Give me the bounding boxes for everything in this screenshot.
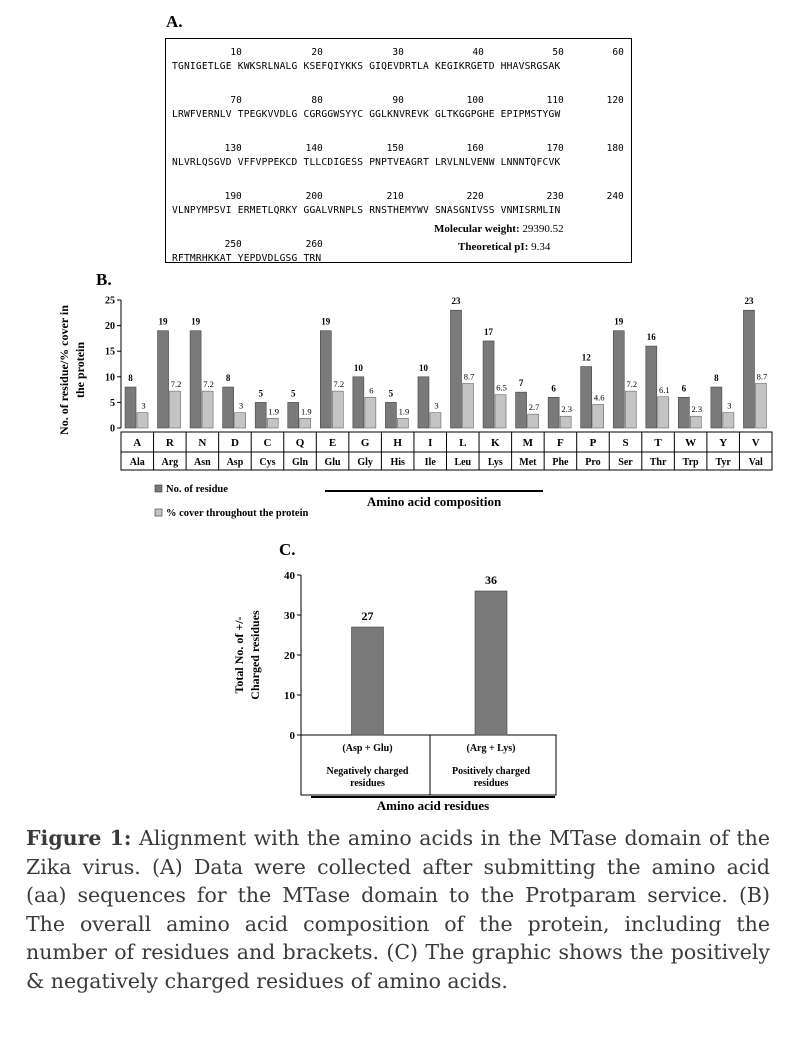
category-code: M [522, 437, 534, 449]
category-name: Ile [424, 457, 436, 468]
residue-position-number: 190 [224, 191, 242, 202]
bar-label-residue-count: 8 [225, 373, 231, 384]
sequence-line: NLVRLQSGVD VFFVPPEKCD TLLCDIGESS PNPTVEAGRT LRVLNLVENW LNNNTQFCVK [172, 157, 561, 168]
bar-label-percent-cover: 3 [141, 400, 146, 411]
molecular-weight: Molecular weight: 29390.52 [434, 223, 564, 235]
y-axis-label-line2: Charged residues [248, 610, 262, 700]
y-tick-label: 0 [289, 730, 295, 742]
bar-percent-cover [723, 413, 734, 428]
category-name: Tyr [715, 457, 731, 468]
residue-position-number: 220 [466, 191, 484, 202]
bar-residue-count [418, 377, 429, 428]
caption-text: Alignment with the amino acids in the MTase domain of the Zika virus. (A) Data were collected after submitting the amino acid (aa) sequences for the MTase domain to the Protparam service. (B) The overall amino acid composition of the protein, including the number of residues and brackets. (C) The graphic shows the positively & negatively charged residues of amino acids. [26, 826, 770, 993]
category-code: Q [295, 437, 305, 449]
bar-label-residue-count: 6 [551, 383, 556, 394]
category-name: Gln [291, 457, 309, 468]
category-name: His [390, 457, 405, 468]
category-name: Leu [454, 457, 472, 468]
sequence-line: VLNPYMPSVI ERMETLQRKY GGALVRNPLS RNSTHEMYWV SNASGNIVSS VNMISRMLIN [172, 205, 561, 216]
bar-residue-count [516, 392, 527, 428]
bar-label-percent-cover: 2.3 [691, 404, 703, 415]
bar-label-residue-count: 17 [484, 326, 494, 337]
bar-residue-count [711, 387, 722, 428]
category-name: Arg [161, 457, 179, 468]
bar-label-residue-count: 8 [714, 373, 719, 384]
bar-percent-cover [495, 395, 506, 428]
bar-percent-cover [332, 391, 343, 428]
bar-residue-count [613, 331, 624, 428]
bar-label-residue-count: 19 [191, 316, 201, 327]
bar-residue-count [678, 397, 689, 428]
bar-label-percent-cover: 6.1 [658, 384, 670, 395]
bar-label-percent-cover: 4.6 [593, 392, 605, 403]
category-desc-line2: residues [473, 778, 509, 789]
residue-position-number: 150 [386, 143, 404, 154]
residue-position-number: 120 [606, 95, 624, 106]
bar-residue-count [255, 402, 266, 428]
residue-position-number: 170 [546, 143, 564, 154]
bar-percent-cover [593, 404, 604, 428]
residue-position-number: 250 [224, 239, 242, 250]
bar-label-residue-count: 23 [451, 296, 461, 307]
bar-residue-count [320, 331, 331, 428]
residue-position-number: 50 [552, 47, 564, 58]
category-code: C [263, 437, 272, 449]
theoretical-pi: Theoretical pI: 9.34 [458, 241, 551, 253]
bar-percent-cover [170, 391, 181, 428]
bar-label-residue-count: 19 [614, 316, 624, 327]
x-axis-title: Amino acid composition [366, 494, 502, 509]
residue-position-number: 240 [606, 191, 624, 202]
bar-label-residue-count: 6 [681, 383, 687, 394]
residue-position-number: 110 [546, 95, 564, 106]
bar-residue-count [190, 331, 201, 428]
y-tick-label: 15 [105, 346, 115, 358]
y-axis-label-line1: Total No. of +/- [232, 616, 246, 694]
bar-label: 27 [361, 609, 374, 623]
category-code: R [165, 437, 174, 449]
panel-c-label: C. [279, 540, 296, 559]
bar-label-percent-cover: 6.5 [496, 382, 507, 393]
y-tick-label: 20 [105, 321, 115, 333]
bar-label-percent-cover: 7.2 [626, 379, 638, 390]
y-tick-label: 25 [105, 295, 115, 307]
bar-residue-count [385, 402, 396, 428]
bar-residue-count [288, 402, 299, 428]
category-code: W [685, 437, 697, 449]
residue-position-number: 20 [311, 47, 323, 58]
bar-label-percent-cover: 8.7 [463, 371, 475, 382]
bar-residue-count [353, 377, 364, 428]
residue-position-number: 90 [392, 95, 404, 106]
bar-residue-count [548, 397, 559, 428]
residue-position-number: 70 [230, 95, 242, 106]
y-axis-label-line1: No. of residue/% cover in [57, 305, 71, 435]
caption-lead: Figure 1: [26, 826, 132, 850]
y-tick-label: 5 [110, 397, 115, 409]
bar-label-percent-cover: 7.2 [203, 379, 214, 390]
category-code: Y [719, 437, 728, 449]
y-tick-label: 10 [105, 372, 115, 384]
bar-percent-cover [397, 418, 408, 428]
category-name: Met [519, 457, 537, 468]
bar-percent-cover [365, 397, 376, 428]
bar-label-percent-cover: 6 [369, 385, 374, 396]
category-desc-line1: Negatively charged [326, 766, 409, 777]
bar-label-residue-count: 19 [321, 316, 331, 327]
category-name: Ala [129, 457, 145, 468]
category-name: Phe [552, 457, 569, 468]
category-code: G [360, 437, 370, 449]
category-desc-line1: Positively charged [451, 766, 531, 777]
bar-label-residue-count: 8 [128, 373, 133, 384]
bar-percent-cover [625, 391, 636, 428]
bar-percent-cover [300, 418, 311, 428]
residue-position-number: 80 [311, 95, 323, 106]
category-name: Asn [194, 457, 211, 468]
bar-charged-residues [475, 591, 507, 735]
category-desc-line2: residues [350, 778, 385, 789]
category-code: S [622, 437, 629, 449]
category-name: Pro [585, 457, 601, 468]
bar-label-percent-cover: 8.7 [756, 371, 768, 382]
y-tick-label: 10 [284, 690, 295, 702]
bar-label-residue-count: 5 [291, 388, 296, 399]
bar-label-percent-cover: 1.9 [300, 406, 312, 417]
residue-position-number: 40 [472, 47, 484, 58]
bar-residue-count [451, 310, 462, 428]
bar-residue-count [223, 387, 234, 428]
category-name: Lys [487, 457, 503, 468]
bar-label-percent-cover: 1.9 [268, 406, 280, 417]
bar-label-percent-cover: 7.2 [170, 379, 182, 390]
residue-position-number: 100 [466, 95, 484, 106]
bar-label-percent-cover: 3 [434, 400, 439, 411]
legend-label-residue-count: No. of residue [166, 484, 228, 495]
residue-position-number: 210 [386, 191, 404, 202]
bar-label-residue-count: 5 [388, 388, 394, 399]
category-code: I [428, 437, 433, 449]
category-name: (Asp + Glu) [342, 743, 393, 754]
bar-label-residue-count: 5 [258, 388, 263, 399]
category-name: Val [748, 457, 763, 468]
category-code: K [491, 437, 500, 449]
category-code: E [328, 437, 337, 449]
bar-label-percent-cover: 7.2 [333, 379, 345, 390]
category-code: H [393, 437, 402, 449]
residue-position-number: 60 [612, 47, 624, 58]
panel-b-label: B. [96, 270, 112, 289]
residue-position-number: 10 [230, 47, 242, 58]
bar-label-residue-count: 19 [158, 316, 168, 327]
bar-percent-cover [658, 397, 669, 428]
category-code: A [133, 437, 142, 449]
bar-label-residue-count: 12 [581, 352, 591, 363]
bar-percent-cover [690, 416, 701, 428]
bar-percent-cover [235, 413, 246, 428]
category-name: Trp [682, 457, 699, 468]
legend-swatch-percent-cover [155, 509, 162, 516]
residue-position-number: 30 [392, 47, 404, 58]
bar-label: 36 [485, 573, 497, 587]
bar-percent-cover [463, 383, 474, 428]
y-tick-label: 20 [284, 650, 295, 662]
bar-percent-cover [202, 391, 213, 428]
residue-position-number: 230 [546, 191, 564, 202]
residue-position-number: 140 [305, 143, 323, 154]
bar-label-percent-cover: 2.7 [528, 402, 540, 413]
category-code: L [459, 437, 467, 449]
sequence-line: LRWFVERNLV TPEGKVVDLG CGRGGWSYYC GGLKNVREVK GLTKGGPGHE EPIPMSTYGW [172, 109, 561, 120]
y-axis-label-line2: the protein [73, 341, 87, 399]
bar-percent-cover [430, 413, 441, 428]
bar-label-percent-cover: 1.9 [398, 406, 410, 417]
sequence-line: TGNIGETLGE KWKSRLNALG KSEFQIYKKS GIQEVDRTLA KEGIKRGETD HHAVSRGSAK [172, 61, 561, 72]
bar-charged-residues [352, 627, 384, 735]
bar-percent-cover [137, 413, 148, 428]
category-code: N [198, 437, 207, 449]
bar-residue-count [158, 331, 169, 428]
sequence-line: RFTMRHKKAT YEPDVDLGSG TRN [172, 253, 322, 264]
y-tick-label: 0 [110, 423, 115, 435]
bar-residue-count [125, 387, 136, 428]
bar-label-residue-count: 7 [518, 378, 524, 389]
residue-position-number: 130 [224, 143, 242, 154]
category-code: T [654, 437, 662, 449]
bar-residue-count [743, 310, 754, 428]
residue-position-number: 200 [305, 191, 323, 202]
category-name: Ser [618, 457, 633, 468]
category-name: (Arg + Lys) [466, 743, 516, 754]
category-table [301, 735, 556, 795]
category-code: F [557, 437, 564, 449]
bar-label-residue-count: 23 [744, 296, 754, 307]
category-name: Gly [357, 457, 373, 468]
bar-label-percent-cover: 2.3 [561, 404, 572, 415]
bar-percent-cover [528, 414, 539, 428]
legend-swatch-residue-count [155, 485, 162, 492]
panel-a-label: A. [166, 12, 183, 31]
y-tick-label: 30 [284, 610, 295, 622]
bar-percent-cover [267, 418, 278, 428]
residue-position-number: 160 [466, 143, 484, 154]
category-name: Cys [259, 457, 276, 468]
residue-position-number: 180 [606, 143, 624, 154]
legend-label-percent-cover: % cover throughout the protein [166, 508, 309, 519]
category-code: P [589, 437, 597, 449]
bar-label-percent-cover: 3 [239, 400, 244, 411]
bar-label-residue-count: 10 [418, 362, 428, 373]
x-axis-title: Amino acid residues [376, 798, 490, 813]
bar-percent-cover [755, 383, 766, 428]
bar-label-percent-cover: 3 [727, 400, 732, 411]
category-name: Glu [324, 457, 341, 468]
bar-label-residue-count: 16 [646, 332, 656, 343]
category-name: Thr [649, 457, 667, 468]
category-code: V [751, 437, 760, 449]
bar-label-residue-count: 10 [353, 362, 363, 373]
bar-residue-count [646, 346, 657, 428]
bar-percent-cover [560, 416, 571, 428]
category-code: D [230, 437, 239, 449]
y-tick-label: 40 [284, 570, 295, 582]
category-name: Asp [226, 457, 244, 468]
bar-residue-count [581, 367, 592, 428]
bar-residue-count [483, 341, 494, 428]
residue-position-number: 260 [305, 239, 323, 250]
figure-caption [26, 824, 770, 995]
